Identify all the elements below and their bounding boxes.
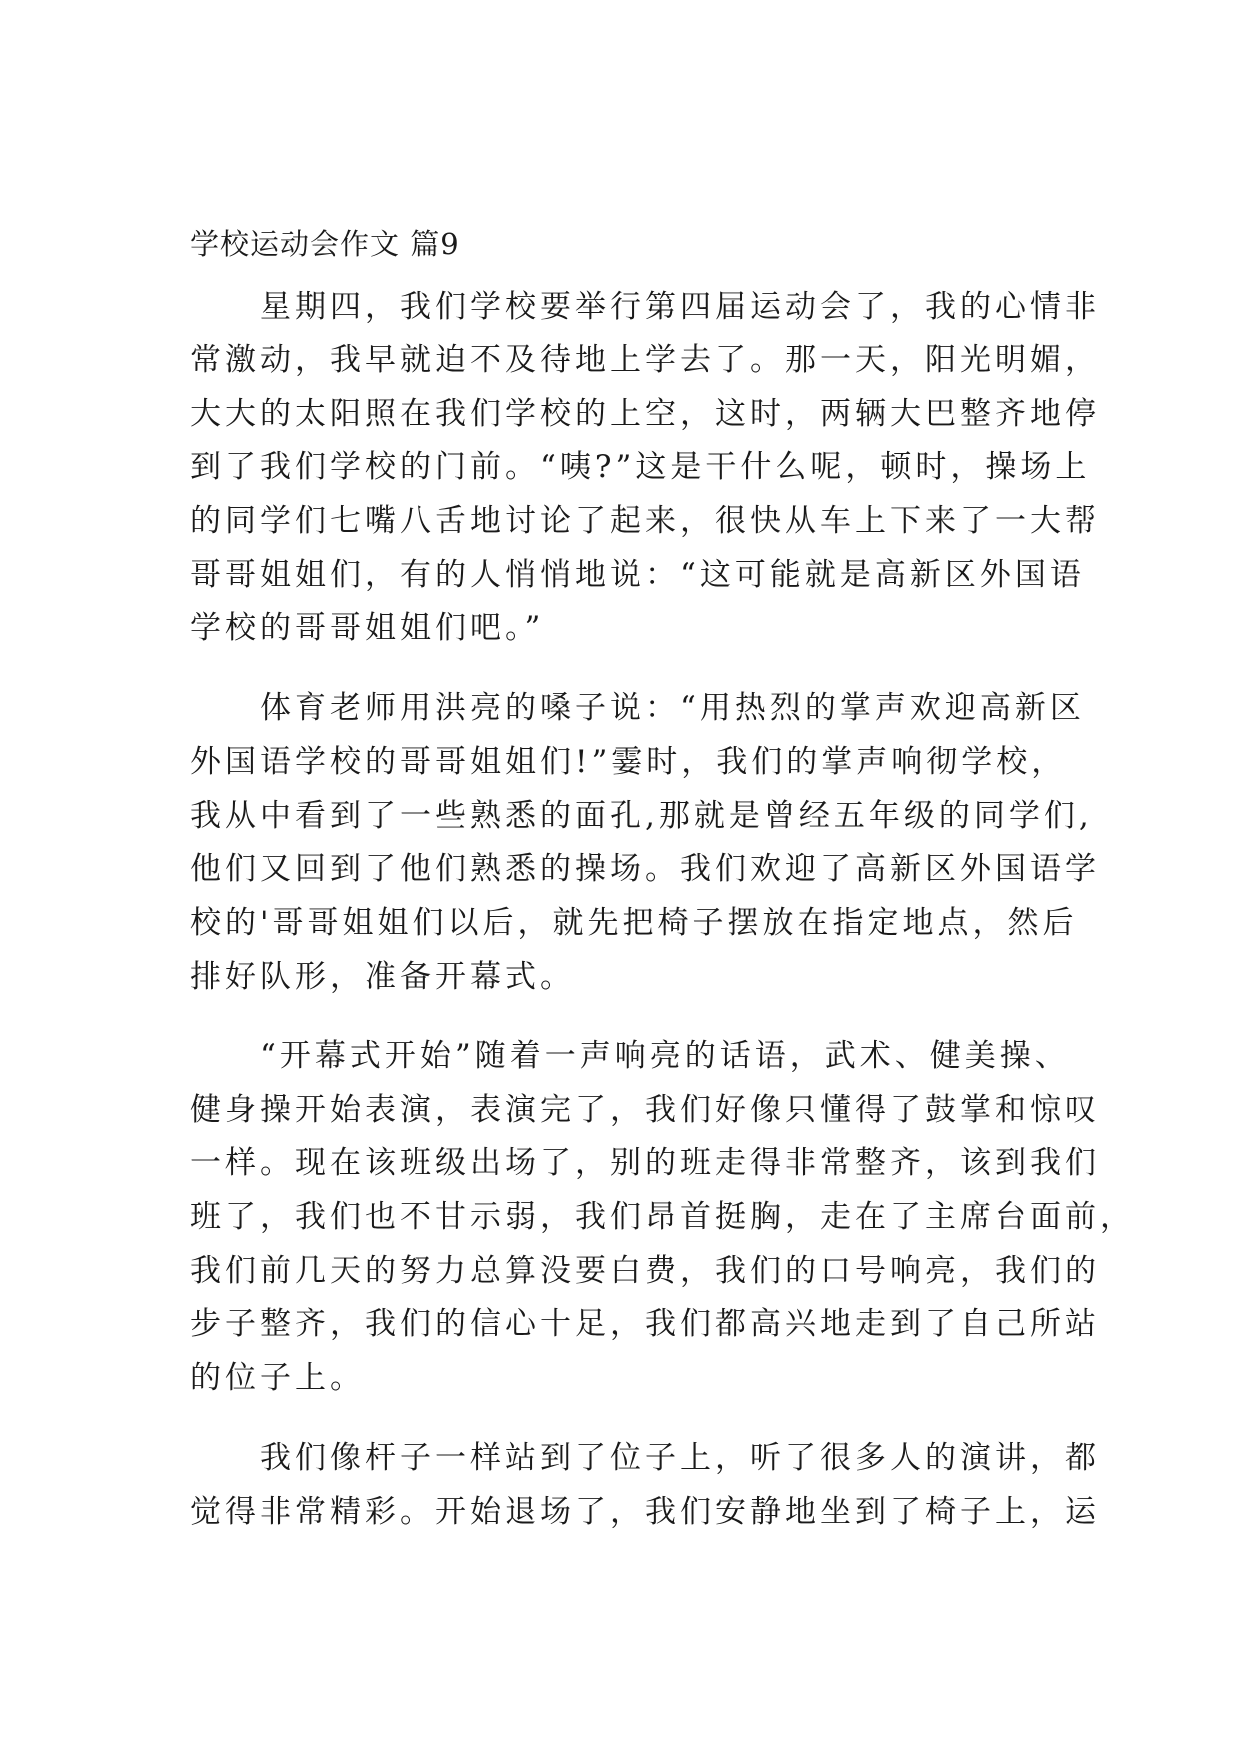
text-line: 外国语学校的哥哥姐姐们!”霎时，我们的掌声响彻学校， [190, 744, 1067, 780]
text-line: 我们前几天的努力总算没要白费，我们的口号响亮，我们的 [190, 1253, 1100, 1289]
text-line: 学校的哥哥姐姐们吧。” [190, 610, 545, 646]
text-line: 星期四，我们学校要举行第四届运动会了，我的心情非 [190, 289, 1100, 325]
text-line: 步子整齐，我们的信心十足，我们都高兴地走到了自己所站 [190, 1306, 1100, 1342]
text-line: 常激动，我早就迫不及待地上学去了。那一天，阳光明媚， [190, 342, 1100, 378]
text-line: 健身操开始表演，表演完了，我们好像只懂得了鼓掌和惊叹 [190, 1092, 1100, 1128]
text-line: 我从中看到了一些熟悉的面孔,那就是曾经五年级的同学们, [190, 798, 1093, 834]
text-line: “开幕式开始”随着一声响亮的话语，武术、健美操、 [190, 1038, 1070, 1074]
text-line: 排好队形，准备开幕式。 [190, 959, 575, 995]
text-line: 大大的太阳照在我们学校的上空，这时，两辆大巴整齐地停 [190, 396, 1100, 432]
text-line: 哥哥姐姐们，有的人悄悄地说：“这可能就是高新区外国语 [190, 557, 1085, 593]
text-line: 体育老师用洪亮的嗓子说：“用热烈的掌声欢迎高新区 [190, 690, 1085, 726]
text-line: 的同学们七嘴八舌地讨论了起来，很快从车上下来了一大帮 [190, 503, 1100, 539]
text-line: 校的'哥哥姐姐们以后，就先把椅子摆放在指定地点，然后 [190, 905, 1078, 941]
text-line: 我们像杆子一样站到了位子上，听了很多人的演讲，都 [190, 1440, 1100, 1476]
text-line: 到了我们学校的门前。“咦?”这是干什么呢，顿时，操场上 [190, 449, 1091, 485]
text-line: 的位子上。 [190, 1360, 365, 1396]
text-line: 班了，我们也不甘示弱，我们昂首挺胸，走在了主席台面前， [190, 1199, 1135, 1235]
text-line: 一样。现在该班级出场了，别的班走得非常整齐，该到我们 [190, 1145, 1100, 1181]
document-title: 学校运动会作文 篇9 [190, 227, 460, 261]
text-line: 觉得非常精彩。开始退场了，我们安静地坐到了椅子上，运 [190, 1494, 1100, 1530]
text-line: 他们又回到了他们熟悉的操场。我们欢迎了高新区外国语学 [190, 851, 1100, 887]
